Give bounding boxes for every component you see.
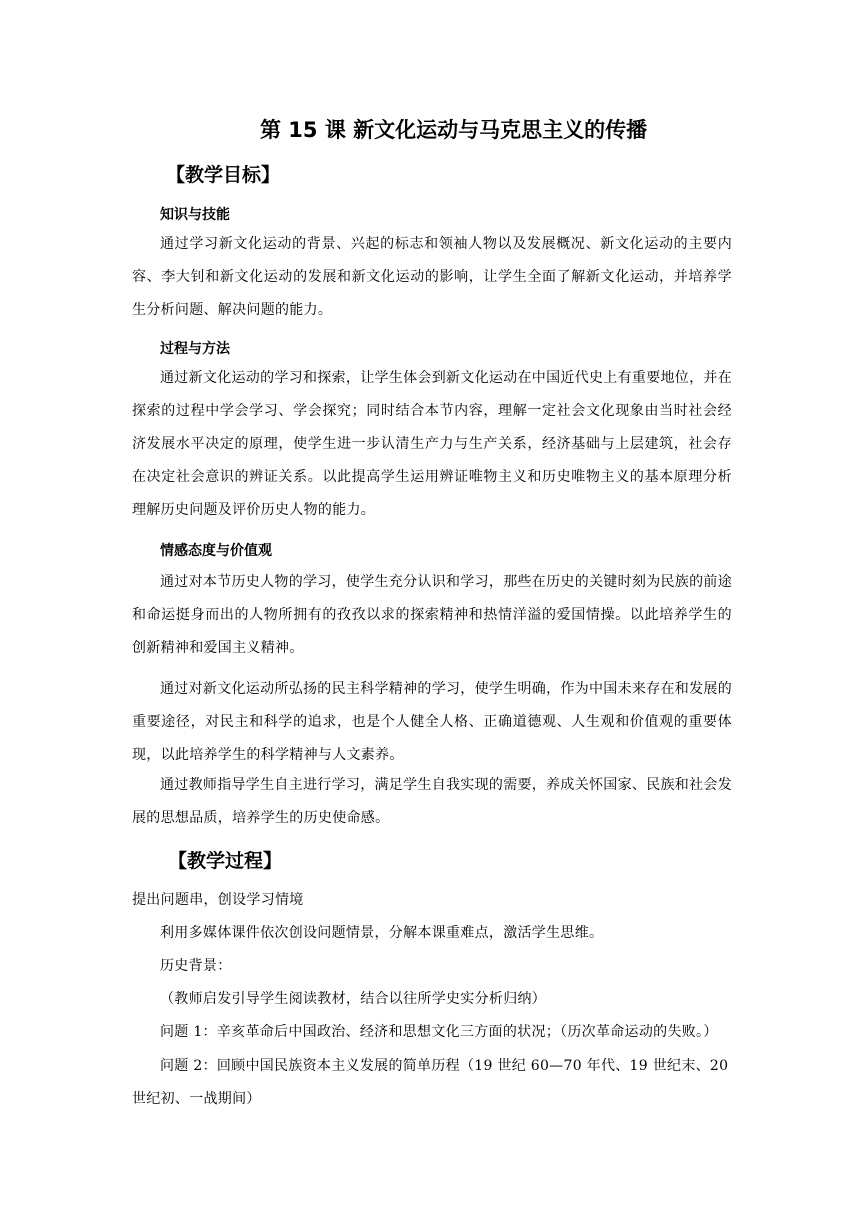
question-2-line-1: 问题 2：回顾中国民族资本主义发展的简单历程（19 世纪 60—70 年代、19 世纪末、20: [160, 1058, 729, 1074]
multimedia-line: 利用多媒体课件依次创设问题情景，分解本课重难点，激活学生思维。: [160, 925, 604, 941]
background-label: 历史背景：: [160, 958, 232, 974]
process-intro-line: 提出问题串，创设学习情境: [132, 892, 304, 908]
attitude-paragraph-1: 通过对本节历史人物的学习，使学生充分认识和学习，那些在历史的关键时刻为民族的前途和命运挺身而出的人物所拥有的孜孜以求的探索精神和热情洋溢的爱国情操。以此培养学生的创新精神和爱国主义精神。: [132, 574, 732, 656]
process-methods-heading: 过程与方法: [160, 341, 230, 357]
attitude-paragraph-3: 通过教师指导学生自主进行学习，满足学生自我实现的需要，养成关怀国家、民族和社会发展的思想品质，培养学生的历史使命感。: [132, 777, 732, 826]
attitude-paragraph-2: 通过对新文化运动所弘扬的民主科学精神的学习，使学生明确，作为中国未来存在和发展的重要途径，对民主和科学的追求，也是个人健全人格、正确道德观、人生观和价值观的重要体现，以此培养学生的科学精神与人文素养。: [132, 681, 732, 763]
knowledge-skills-paragraph: 通过学习新文化运动的背景、兴起的标志和领袖人物以及发展概况、新文化运动的主要内容、李大钊和新文化运动的发展和新文化运动的影响，让学生全面了解新文化运动，并培养学生分析问题、解决问题的能力。: [132, 236, 732, 318]
teaching-process-heading: 【教学过程】: [168, 850, 283, 872]
knowledge-skills-heading: 知识与技能: [160, 207, 230, 223]
process-methods-paragraph: 通过新文化运动的学习和探索，让学生体会到新文化运动在中国近代史上有重要地位，并在探索的过程中学会学习、学会探究；同时结合本节内容，理解一定社会文化现象由当时社会经济发展水平决定的原理，使学生进一步认清生产力与生产关系，经济基础与上层建筑，社会存在决定社会意识的辨证关系。以此提高学生运用辨证唯物主义和历史唯物主义的基本原理分析理解历史问题及评价历史人物的能力。: [132, 370, 732, 518]
attitude-values-heading: 情感态度与价值观: [160, 543, 272, 559]
question-2-line-2: 世纪初、一战期间）: [132, 1091, 261, 1107]
teacher-note-line: （教师启发引导学生阅读教材，结合以往所学史实分析归纳）: [160, 991, 547, 1007]
teaching-objectives-heading: 【教学目标】: [166, 164, 281, 186]
lesson-title: 第 15 课 新文化运动与马克思主义的传播: [260, 118, 648, 142]
question-1-line: 问题 1：辛亥革命后中国政治、经济和思想文化三方面的状况；（历次革命运动的失败。）: [160, 1024, 718, 1040]
